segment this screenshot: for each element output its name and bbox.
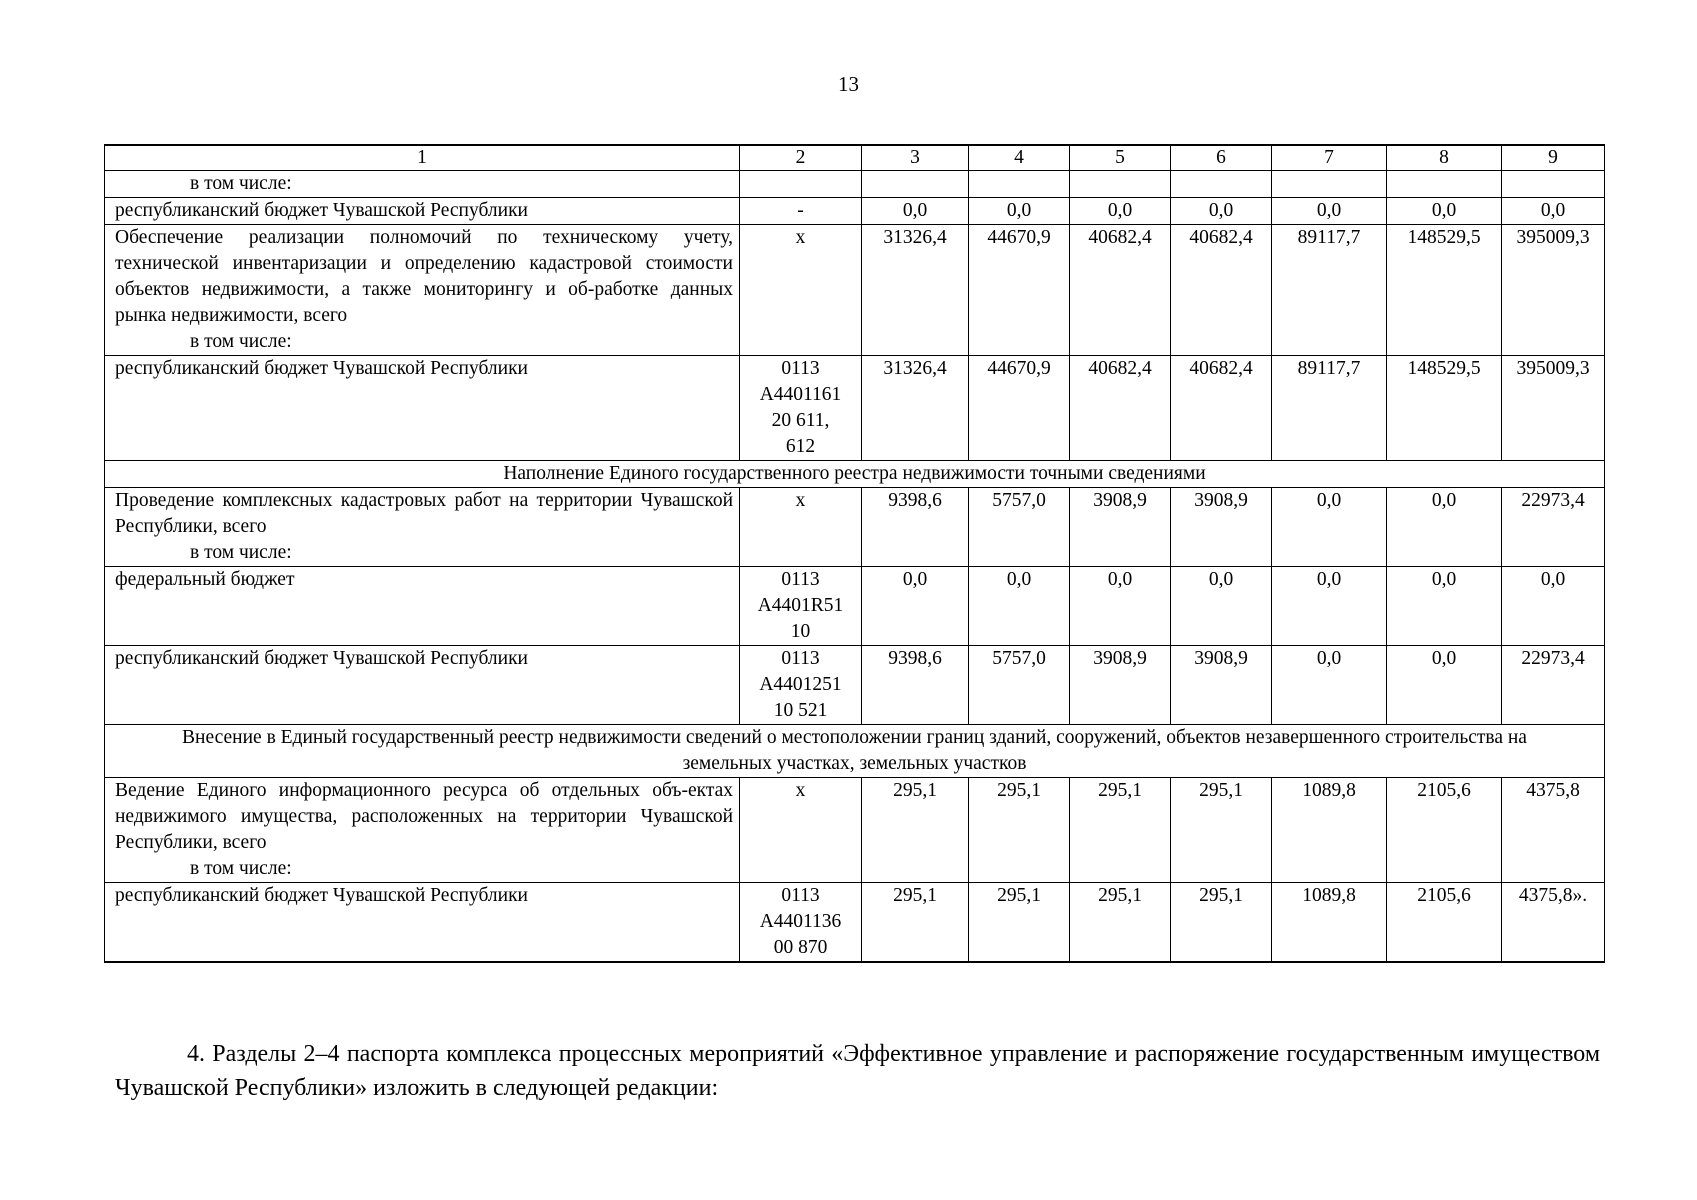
value-cell: 31326,4: [862, 356, 969, 461]
table-row: [105, 488, 1605, 567]
value-cell: 0,0: [969, 567, 1070, 646]
value-cell: 295,1: [1070, 883, 1171, 963]
value-cell: 148529,5: [1387, 356, 1502, 461]
column-header: 5: [1070, 145, 1171, 171]
table-row: [105, 567, 1605, 646]
column-header: 7: [1272, 145, 1387, 171]
value-cell: 5757,0: [969, 646, 1070, 725]
value-cell: 0,0: [862, 198, 969, 225]
row-label: федеральный бюджет: [105, 567, 740, 646]
value-cell: 31326,4: [862, 225, 969, 356]
column-header: 4: [969, 145, 1070, 171]
table-header-row: [105, 145, 1605, 171]
column-header: 9: [1502, 145, 1605, 171]
value-cell: 22973,4: [1502, 488, 1605, 567]
value-cell: 5757,0: [969, 488, 1070, 567]
value-cell: 0,0: [1502, 567, 1605, 646]
value-cell: 1089,8: [1272, 778, 1387, 883]
row-label: Проведение комплексных кадастровых работ на территории Чувашской Республики, всего в том числе:: [105, 488, 740, 567]
value-cell: 3908,9: [1171, 646, 1272, 725]
value-cell: 0,0: [1502, 198, 1605, 225]
table-row: [105, 225, 1605, 356]
section-title: Внесение в Единый государственный реестр недвижимости сведений о местоположении границ зданий, сооружений, объектов незавершенного строительства на земельных участках, земельных участков: [105, 725, 1605, 778]
value-cell: 395009,3: [1502, 225, 1605, 356]
value-cell: 40682,4: [1070, 225, 1171, 356]
value-cell: 295,1: [1171, 778, 1272, 883]
value-cell: 1089,8: [1272, 883, 1387, 963]
value-cell: 0,0: [1070, 567, 1171, 646]
value-cell: 40682,4: [1171, 225, 1272, 356]
value-cell: 89117,7: [1272, 225, 1387, 356]
value-cell: 0,0: [1272, 488, 1387, 567]
value-cell: 4375,8: [1502, 778, 1605, 883]
budget-code: х: [740, 488, 862, 567]
column-header: 6: [1171, 145, 1272, 171]
table-row: [105, 198, 1605, 225]
column-header: 3: [862, 145, 969, 171]
budget-code: 0113 А4401161 20 611, 612: [740, 356, 862, 461]
section-row: [105, 461, 1605, 488]
value-cell: 2105,6: [1387, 883, 1502, 963]
value-cell: 295,1: [1070, 778, 1171, 883]
row-label: республиканский бюджет Чувашской Республики: [105, 646, 740, 725]
value-cell: 9398,6: [862, 646, 969, 725]
value-cell: 22973,4: [1502, 646, 1605, 725]
value-cell: 295,1: [862, 778, 969, 883]
value-cell: 89117,7: [1272, 356, 1387, 461]
body-paragraph: 4. Разделы 2–4 паспорта комплекса процессных мероприятий «Эффективное управление и распоряжение государственным имуществом Чувашской Республики» изложить в следующей редакции:: [115, 1041, 1600, 1101]
budget-code: -: [740, 198, 862, 225]
table-row: [105, 883, 1605, 963]
value-cell: 0,0: [1272, 646, 1387, 725]
section-row: [105, 725, 1605, 778]
value-cell: 0,0: [1387, 198, 1502, 225]
budget-code: х: [740, 225, 862, 356]
value-cell: 295,1: [862, 883, 969, 963]
value-cell: 3908,9: [1070, 488, 1171, 567]
page-number: 13: [838, 72, 859, 96]
value-cell: 295,1: [969, 778, 1070, 883]
value-cell: 44670,9: [969, 356, 1070, 461]
value-cell: 395009,3: [1502, 356, 1605, 461]
value-cell: 0,0: [1272, 198, 1387, 225]
row-label: в том числе:: [105, 171, 740, 198]
value-cell: 295,1: [1171, 883, 1272, 963]
column-header: 2: [740, 145, 862, 171]
value-cell: 0,0: [1387, 567, 1502, 646]
column-header: 8: [1387, 145, 1502, 171]
value-cell: 0,0: [1171, 198, 1272, 225]
row-label: Обеспечение реализации полномочий по техническому учету, технической инвентаризации и определению кадастровой стоимости объектов недвижимости, а также мониторингу и об-работке данных рынка недвижимости, всего в том числе:: [105, 225, 740, 356]
value-cell: 0,0: [1070, 198, 1171, 225]
budget-code: 0113 А4401R51 10: [740, 567, 862, 646]
value-cell: 3908,9: [1070, 646, 1171, 725]
row-label: Ведение Единого информационного ресурса об отдельных объ-ектах недвижимого имущества, расположенных на территории Чувашской Республики, всего в том числе:: [105, 778, 740, 883]
value-cell: 40682,4: [1070, 356, 1171, 461]
value-cell: 0,0: [1171, 567, 1272, 646]
value-cell: 0,0: [969, 198, 1070, 225]
table-row: [105, 356, 1605, 461]
budget-code: 0113 А4401251 10 521: [740, 646, 862, 725]
row-label: республиканский бюджет Чувашской Республики: [105, 198, 740, 225]
table-row: [105, 171, 1605, 198]
value-cell: 4375,8».: [1502, 883, 1605, 963]
value-cell: 2105,6: [1387, 778, 1502, 883]
budget-table: [104, 144, 1605, 963]
value-cell: 0,0: [1387, 488, 1502, 567]
value-cell: 0,0: [1387, 646, 1502, 725]
budget-code: х: [740, 778, 862, 883]
value-cell: 44670,9: [969, 225, 1070, 356]
row-label: республиканский бюджет Чувашской Республики: [105, 883, 740, 963]
table-row: [105, 646, 1605, 725]
budget-code: 0113 А4401136 00 870: [740, 883, 862, 963]
value-cell: 40682,4: [1171, 356, 1272, 461]
value-cell: 0,0: [1272, 567, 1387, 646]
value-cell: 295,1: [969, 883, 1070, 963]
value-cell: 148529,5: [1387, 225, 1502, 356]
column-header: 1: [105, 145, 740, 171]
value-cell: 0,0: [862, 567, 969, 646]
value-cell: 9398,6: [862, 488, 969, 567]
value-cell: 3908,9: [1171, 488, 1272, 567]
section-title: Наполнение Единого государственного реестра недвижимости точными сведениями: [105, 461, 1605, 488]
table-row: [105, 778, 1605, 883]
row-label: республиканский бюджет Чувашской Республики: [105, 356, 740, 461]
